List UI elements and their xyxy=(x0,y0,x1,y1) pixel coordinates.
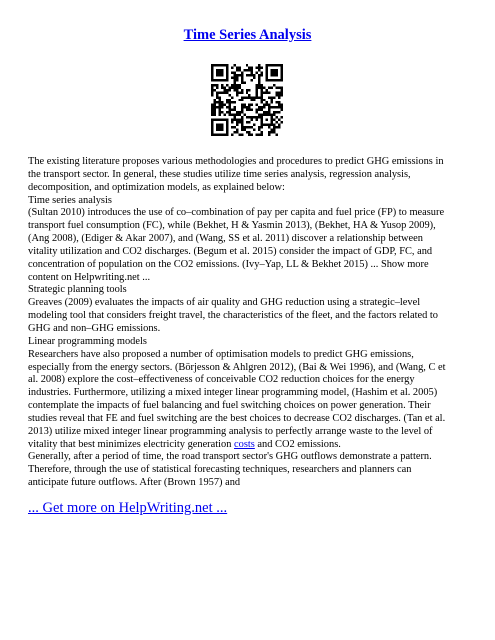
body-line-16: Researchers have also proposed a number of optimisation models to predict GHG emissions, xyxy=(28,348,414,360)
body-line-22: 2013) utilize mixed integer linear programming analysis to perfectly arrange waste to the level of xyxy=(28,425,433,437)
costs-link[interactable]: costs xyxy=(234,438,255,450)
body-line-23-before: vitality that best minimizes electricity generation xyxy=(28,438,235,450)
body-line-23-after: and CO2 emissions. xyxy=(254,438,341,450)
article-body xyxy=(28,156,470,490)
body-line-26: anticipate future outflows. After (Brown 1957) and xyxy=(28,477,241,489)
section-heading-strategic-planning: Strategic planning tools xyxy=(28,284,127,296)
document-title-link[interactable]: Time Series Analysis xyxy=(183,27,312,43)
section-heading-time-series: Time series analysis xyxy=(28,194,112,206)
body-line-18: al. 2008) explore the cost–effectiveness of conceivable CO2 reduction choices for the energy xyxy=(28,374,415,386)
get-more-link[interactable]: ... Get more on HelpWriting.net ... xyxy=(28,500,228,516)
body-line-12: Greaves (2009) evaluates the impacts of air quality and GHG reduction using a strategic–level xyxy=(28,297,421,309)
section-heading-linear-programming: Linear programming models xyxy=(28,335,147,347)
body-line-6: transport fuel consumption (FC), while (Bekhet, H & Yasmin 2013), (Bekhet, HA & Yusop 2009), xyxy=(28,220,436,232)
body-line-23 xyxy=(28,439,470,452)
body-line-5: (Sultan 2010) introduces the use of co–combination of pay per capita and fuel price (FP) to measure xyxy=(28,207,445,219)
body-line-20: contemplate the impacts of fuel balancing and fuel switching choices on power generation. Their xyxy=(28,400,431,412)
body-line-8: vitality utilization and CO2 discharges. (Begum et al. 2015) consider the impact of GDP, FC, and xyxy=(28,245,433,257)
body-line-19: industries. Furthermore, utilizing a mixed integer linear programming model, (Hashim et al. 2005) xyxy=(28,387,438,399)
body-line-13: modeling tool that considers freight travel, the characteristics of the fleet, and the factors related to xyxy=(28,310,438,322)
qr-code xyxy=(211,64,283,136)
body-line-25: Therefore, through the use of statistical forecasting techniques, researchers and planners can xyxy=(28,464,412,476)
body-line-3: decomposition, and optimization models, as explained below: xyxy=(28,181,285,193)
body-line-17: especially from the energy sectors. (Börjesson & Ahlgren 2012), (Bai & Wei 1996), and (Wang, C et xyxy=(28,361,446,373)
body-line-7: (Ang 2008), (Ediger & Akar 2007), and (Wang, SS et al. 2011) discover a relationship between xyxy=(28,233,423,245)
body-line-1: The existing literature proposes various methodologies and procedures to predict GHG emissions in xyxy=(28,156,444,167)
body-line-9: concentration of population on the CO2 emissions. (Ivy–Yap, LL & Bekhet 2015) ... Show more xyxy=(28,258,429,270)
body-line-14: GHG and non–GHG emissions. xyxy=(28,322,161,334)
body-line-2: the transport sector. In general, these studies utilize time series analysis, regression analysis, xyxy=(28,168,411,180)
body-line-10: content on Helpwriting.net ... xyxy=(28,271,151,283)
body-line-21: studies reveal that FE and fuel switching are the best choices to decrease CO2 discharges. (Tan et al. xyxy=(28,412,446,424)
body-line-24: Generally, after a period of time, the road transport sector's GHG outflows demonstrate a pattern. xyxy=(28,451,432,463)
